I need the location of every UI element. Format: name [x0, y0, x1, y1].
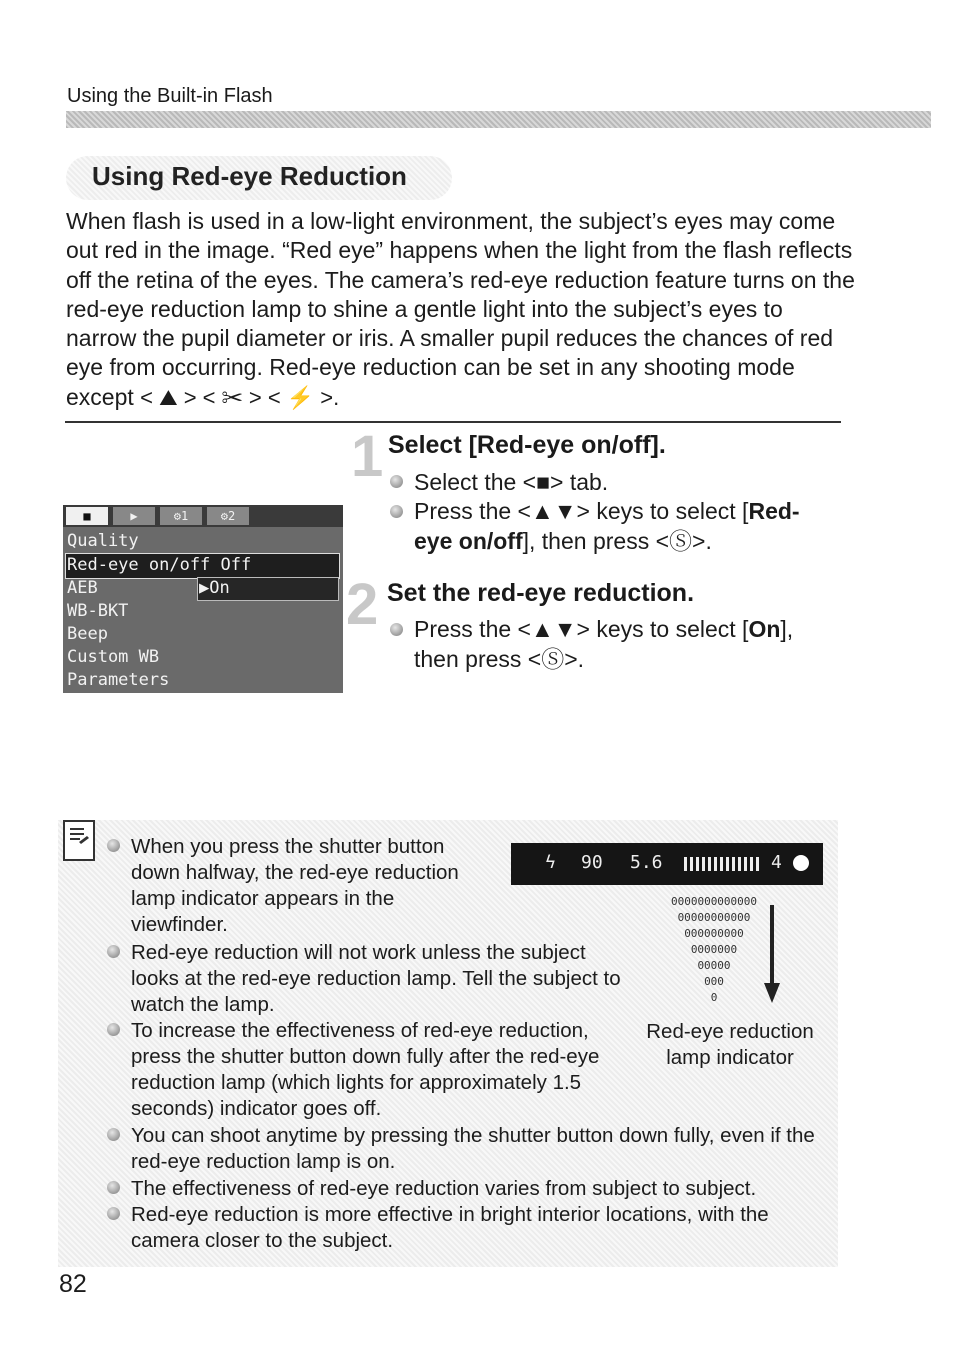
arrow-down-icon: [762, 905, 782, 1005]
step2-bullet-post: ], then press <Ⓢ>.: [414, 616, 794, 672]
bullet-icon: [107, 1023, 120, 1036]
step1-title: Select [Red-eye on/off].: [388, 431, 666, 459]
lcd-tab-shooting: ■: [66, 507, 108, 525]
lcd-tab-playback: ▶: [113, 507, 155, 525]
focus-confirmation-icon: [793, 855, 809, 871]
step1-bullet1: Select the <■> tab.: [414, 469, 609, 495]
bullet-icon: [390, 505, 403, 518]
note-bullet-6: Red-eye reduction is more effective in bright interior locations, with the camera closer to the subject.: [131, 1203, 769, 1252]
lcd-item-parameters: Parameters: [67, 670, 170, 690]
caption-line1: Red-eye reduction: [646, 1020, 814, 1043]
bullet-icon: [390, 623, 403, 636]
lcd-item-beep: Beep: [67, 624, 108, 644]
note-bullet-3: To increase the effectiveness of red-eye reduction, press the shutter button down fully after the red-eye reduction lamp (which lights for approximately 1.5 seconds) indicator goes off.: [131, 1019, 600, 1120]
header-bar: [66, 111, 931, 128]
lamp-row: 00000: [697, 959, 731, 972]
bullet-icon: [107, 839, 120, 852]
lcd-item-wb-bkt: WB-BKT: [67, 601, 129, 621]
intro-paragraph: [66, 207, 856, 412]
lamp-indicator-caption: [640, 1019, 820, 1071]
note-bullet-2: Red-eye reduction will not work unless the subject looks at the red-eye reduction lamp. Tell the subject to watch the lamp.: [131, 941, 621, 1016]
lcd-item-aeb: AEB: [67, 578, 98, 598]
note-bullet-5: The effectiveness of red-eye reduction varies from subject to subject.: [131, 1177, 757, 1200]
bullet-icon: [390, 475, 403, 488]
lamp-row: 0000000000000: [670, 895, 758, 908]
lcd-item-custom-wb: Custom WB: [67, 647, 160, 667]
divider-rule: [65, 421, 841, 423]
bullet-icon: [107, 1181, 120, 1194]
page-number: 82: [59, 1270, 87, 1298]
step1-bullet2-pre: Press the <▲▼> keys to select [: [414, 498, 749, 524]
step1-number: 1: [351, 424, 384, 489]
shots-remaining: 4: [771, 852, 782, 873]
note-bullet-4: You can shoot anytime by pressing the shutter button down fully, even if the red-eye reduction lamp is on.: [131, 1124, 815, 1173]
excluded-mode-icons: < ⛰ > < ✂ > < ⚡ >.: [140, 384, 340, 410]
bullet-icon: [107, 1207, 120, 1220]
bullet-icon: [107, 945, 120, 958]
lcd-tab-setup2: ⚙2: [207, 507, 249, 525]
step1-bullet2-post: ], then press <Ⓢ>.: [522, 527, 712, 554]
lamp-row: 000: [704, 975, 724, 988]
lamp-row: 00000000000: [677, 911, 751, 924]
lcd-menu-screen: [63, 505, 343, 693]
step2-number: 2: [346, 572, 379, 637]
caption-line2: lamp indicator: [666, 1046, 794, 1069]
aperture-value: 5.6: [630, 852, 663, 873]
step2-bullet-bold: On: [748, 616, 781, 642]
lcd-option-on: ▶On: [199, 578, 230, 598]
step2-title: Set the red-eye reduction.: [387, 579, 695, 607]
section-label: Using the Built-in Flash: [67, 85, 273, 107]
lamp-row: 0: [710, 991, 718, 1004]
viewfinder-display: [511, 843, 823, 885]
lamp-row: 0000000: [690, 943, 738, 956]
page-title: Using Red-eye Reduction: [92, 161, 407, 191]
memo-icon: [63, 820, 95, 861]
lcd-item-quality: Quality: [67, 531, 139, 551]
flash-icon: ϟ: [545, 852, 556, 873]
lcd-tab-setup1: ⚙1: [160, 507, 202, 525]
lamp-row: 000000000: [684, 927, 744, 940]
note-bullet-1: When you press the shutter button down halfway, the red-eye reduction lamp indicator appears in the viewfinder.: [131, 835, 459, 936]
lcd-item-red-eye: Red-eye on/off Off: [67, 555, 252, 575]
intro-text: When flash is used in a low-light environment, the subject’s eyes may come out red in the image. “Red eye” happens when the light from the flash reflects off the retina of the eyes. The camera’s red-eye reduction feature turns on the red-eye reduction lamp to shine a gentle light into the subject’s eyes to narrow the pupil diameter or iris. A smaller pupil reduces the chances of red eye from occurring. Red-eye reduction can be set in any shooting mode except: [66, 208, 855, 410]
step2-bullet: [414, 615, 834, 674]
step1-bullet2-bold: Red-eye on/off: [414, 498, 800, 554]
red-eye-lamp-scale: [684, 857, 760, 871]
bullet-icon: [107, 1128, 120, 1141]
step2-bullet-pre: Press the <▲▼> keys to select [: [414, 616, 749, 642]
shutter-speed: 90: [581, 852, 603, 873]
lcd-tab-bar: [63, 505, 343, 527]
step1-bullet2: [414, 497, 834, 556]
